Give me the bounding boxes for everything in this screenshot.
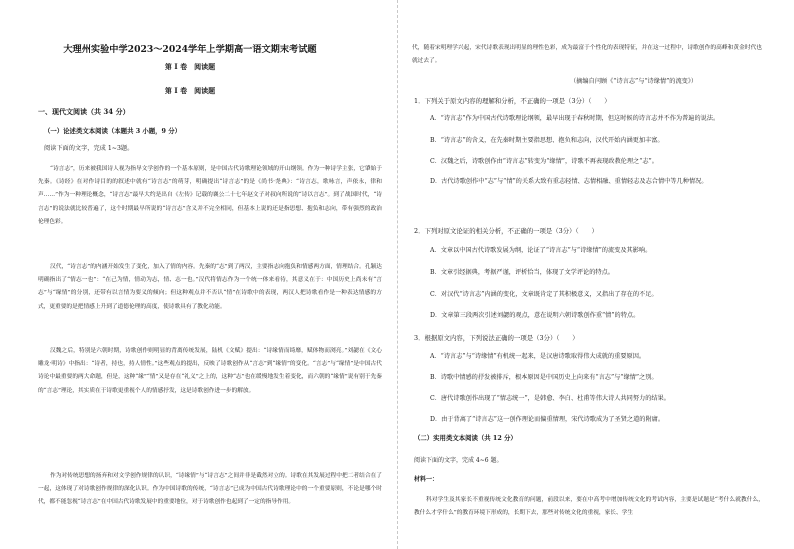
- question-option: B．文章引经据典，考据严谨，评析恰当，体现了文学评论的特点。: [430, 269, 614, 276]
- part-heading: 一、现代文阅读（共 34 分）: [38, 107, 130, 116]
- subpart-heading: （一）论述类文本阅读（本题共 3 小题，9 分）: [44, 127, 181, 135]
- section-title: 第 I 卷 阅读题: [164, 86, 216, 95]
- question-stem: 2．下列对原文论证的相关分析，不正确的一项是（3分）（ ）: [414, 227, 598, 235]
- material-paragraph: 科对学生及其家长不重视传统文化教育的问题，前段以来，要在中高考中增加传统文化的考试内容，主要是试题是“考什么就教什么，教什么才学什么”的教育环境下形成的，长期下去，那些对传统文化的重视，家长、学生: [414, 497, 764, 517]
- question-option: B．“诗言志”的含义，在先秦时期主要指思想、抱负和志向，汉代开始内涵更加丰富。: [430, 137, 664, 144]
- paragraph: 汉魏之后，特别是六朝时期，诗歌创作则明显的背离传统发展，陆机《文赋》提出：“诗缘情而绮靡，赋体物而浏亮。”刘勰在《文心雕龙·明诗》中指出：“诗者，持也，持人情性。”这些观点的提出，反映了诗歌创作从“言志”到“缘情”的变化。“言志”与“缘情”是中国古代诗论中最重要的两大命题，但是，这种“缘”“情”又是存在“礼义”之上的，这种“志”也在缓慢地发生着变化，而六朝的“缘情”说有别于先秦的“言志”理论，其实质在于诗歌更重视个人的情感抒发，这是诗歌创作进一步的解放。: [38, 348, 382, 394]
- question-option: C．唐代诗歌创作出现了“情志统一”，是韩愈、李白、杜甫等伟大诗人共同努力的结果。: [430, 395, 670, 402]
- column-divider: [397, 0, 398, 549]
- question-stem: 1．下列关于原文内容的理解和分析，不正确的一项是（3分）（ ）: [414, 97, 611, 105]
- section-title: 第 I 卷 阅读题: [164, 62, 216, 71]
- question-option: A．文章以中国古代诗歌发展为纲，论证了“诗言志”与“诗缘情”的流变及其影响。: [430, 247, 652, 254]
- paragraph: 汉代，“诗言志”的内涵开始发生了变化，加入了情的内容。先秦的“志”到了两汉，主要指志向抱负和情感两方面，情理结合。孔颖达明确指出了“情志一也”：“在己为情，情动为志，情、志一也。”汉代将情志作为一个统一体来看待，其意义在于：中国历史上尚未有“言志”与“缘情”的分别，还带有以言情为要义的倾向；但这种观点并不否认“情”在诗歌中的表现，两汉人把诗歌看作是一种表达情感的方式，更重要的是把情感上升到了道德伦理的高度，使诗歌具有了教化功能。: [38, 264, 382, 310]
- source-citation: （摘编自闫顾《“诗言志”与“诗缘情”的流变》）: [570, 78, 698, 85]
- subpart-heading: （二）实用类文本阅读（共 12 分）: [414, 434, 517, 442]
- question-option: D．古代诗歌创作中“志”与“情”的关系大致有重志轻情、志情相融、重情轻志及志合情中等几种情况。: [430, 178, 708, 185]
- question-option: B．诗歌中情感的抒发被排斥，根本原因是中国历史上向来有“言志”与“缘情”之别。: [430, 374, 658, 381]
- paragraph: 作为对传统思想的扬弃和对文学创作规律的认识，“诗缘情”与“诗言志”之间并非是截然对立的。诗歌在其发展过程中把二者结合在了一起，这体现了对诗歌创作规律的深化认识。作为中国诗歌的传统，“诗言志”已成为中国古代诗歌理论中的一个重要原则，不论是哪个时代，都不能忽视“诗言志”在中国古代诗歌发展中的重要地位，对于诗歌创作也起到了一定的指导作用。: [38, 473, 382, 506]
- exam-title: 大理州实验中学2023～2024学年上学期高一语文期末考试题: [63, 44, 317, 55]
- question-option: A．“诗言志”与“诗缘情”有机统一起来，是汉唐诗歌取得伟大成就的重要原因。: [430, 353, 646, 360]
- question-option: C．汉魏之后，诗歌创作由“诗言志”转变为“缘情”，诗歌不再表现政教伦理之“志”。: [430, 158, 658, 165]
- instruction: 阅读下面的文字，完成 4~6 题。: [414, 457, 503, 464]
- paragraph: “诗言志”，历来被我国诗人视为指导文学创作的一个基本原则，是中国古代诗歌理论领域的开山纲领。作为一种诗学主张，它肇始于先秦。《诗经》在对作诗目的的叙述中就有“诗言志”的萌芽，明确提出“诗言志”的是《尚书·尧典》：“诗言志，歌咏言，声依永，律和声……”作为一种理论概念，“诗言志”最早大约是出自《左传》记载的襄公二十七年赵文子对叔向所说的“诗以言志”。到了战国时代，“诗言志”的说法就比较普遍了，这个时期最早所说的“诗言志”含义并不完全相同，但基本上说的还是指思想、抱负和志向，带有强烈的政治伦理色彩。: [38, 166, 382, 225]
- instruction: 阅读下面的文字，完成 1~3题。: [44, 145, 134, 152]
- question-option: C．对汉代“诗言志”内涵的变化，文章既肯定了其积极意义，又指出了存在的不足。: [430, 291, 658, 298]
- question-option: D．文章第三段两次引述刘勰的观点，意在说明六朝诗歌创作重“情”的特点。: [430, 312, 640, 319]
- material-label: 材料一：: [414, 476, 439, 483]
- question-option: A．“诗言志”作为中国古代诗歌理论纲领，最早出现于春秋时期，但这时候的诗言志并不作为普遍的说法。: [430, 115, 720, 122]
- continued-text: 代，随着宋明理学兴起，宋代诗歌表现出明显的理性色彩，成为最富于个性化的表现特征，并在这一过程中，诗歌创作的高峰和黄金时代也就过去了。: [412, 45, 762, 65]
- question-option: D．由于背离了“诗言志”这一创作理论而偏重情理，宋代诗歌成为了圣贤之道的附庸。: [430, 416, 665, 423]
- question-stem: 3．根据原文内容，下列说法正确的一项是（3分）（ ）: [414, 334, 579, 342]
